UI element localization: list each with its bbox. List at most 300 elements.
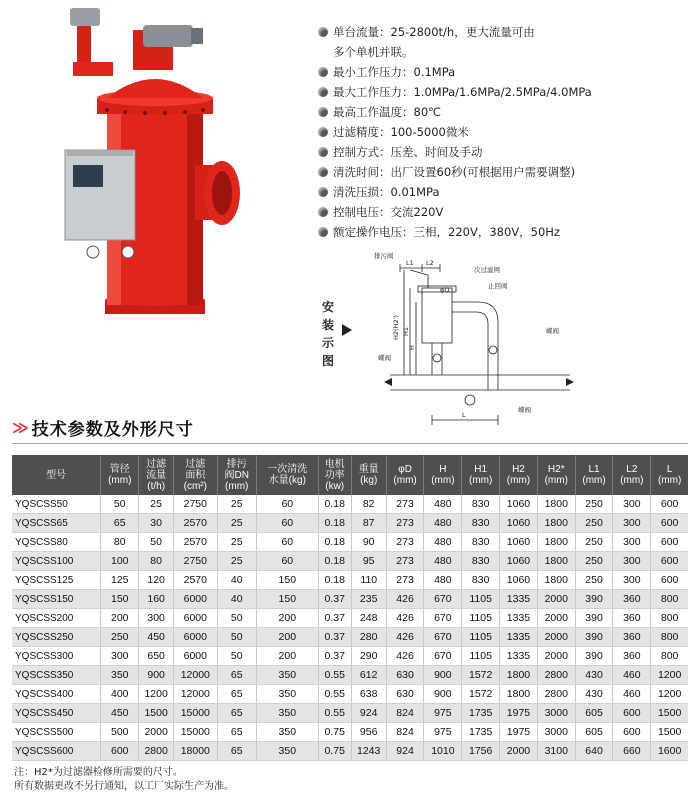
model-cell: YQSCSS500	[12, 723, 101, 742]
table-cell: 273	[386, 571, 424, 590]
table-cell: 1060	[500, 552, 538, 571]
spec-text: 额定操作电压：三相，220V，380V，50Hz	[333, 225, 560, 239]
table-cell: 250	[575, 514, 613, 533]
table-cell: 830	[462, 514, 500, 533]
table-cell: 200	[256, 609, 318, 628]
spec-item	[318, 82, 688, 102]
column-header: 重量 (kg)	[351, 455, 386, 495]
column-header: 排污 阀DN (mm)	[217, 455, 256, 495]
spec-text: 过滤精度：100-5000微米	[333, 125, 469, 139]
column-header: L1 (mm)	[575, 455, 613, 495]
dim-phiD: φD	[440, 286, 450, 294]
spec-item	[318, 42, 688, 62]
table-cell: 290	[351, 647, 386, 666]
table-cell: 460	[613, 685, 651, 704]
model-cell: YQSCSS80	[12, 533, 101, 552]
table-cell: 360	[613, 590, 651, 609]
table-cell: 480	[424, 571, 462, 590]
table-cell: 18000	[174, 742, 217, 761]
table-cell: 1500	[651, 723, 688, 742]
table-cell: 1243	[351, 742, 386, 761]
table-cell: 0.37	[318, 628, 351, 647]
table-cell: 500	[101, 723, 139, 742]
arrow-right-icon	[340, 323, 354, 337]
table-cell: 1600	[651, 742, 688, 761]
spec-item	[318, 162, 688, 182]
table-cell: 50	[101, 495, 139, 514]
table-cell: 630	[386, 685, 424, 704]
table-cell: 2800	[537, 666, 575, 685]
table-cell: 426	[386, 647, 424, 666]
model-cell: YQSCSS450	[12, 704, 101, 723]
table-cell: 650	[139, 647, 174, 666]
table-cell: 200	[101, 609, 139, 628]
table-cell: 480	[424, 533, 462, 552]
table-cell: 350	[256, 723, 318, 742]
table-cell: 2570	[174, 514, 217, 533]
table-cell: 390	[575, 628, 613, 647]
table-cell: 160	[139, 590, 174, 609]
column-header: 过滤 面积 (cm²)	[174, 455, 217, 495]
table-cell: 40	[217, 590, 256, 609]
column-header: L2 (mm)	[613, 455, 651, 495]
table-cell: 150	[256, 571, 318, 590]
table-cell: 300	[139, 609, 174, 628]
table-cell: 800	[651, 647, 688, 666]
table-cell: 150	[256, 590, 318, 609]
install-diagram-label	[318, 298, 338, 370]
table-cell: 300	[613, 495, 651, 514]
title-divider	[12, 443, 688, 444]
spec-item	[318, 62, 688, 82]
table-cell: 25	[217, 533, 256, 552]
table-cell: 360	[613, 628, 651, 647]
table-cell: 50	[217, 628, 256, 647]
table-cell: 50	[217, 609, 256, 628]
table-cell: 6000	[174, 590, 217, 609]
table-cell: 65	[217, 666, 256, 685]
table-cell: 800	[651, 590, 688, 609]
table-cell: 235	[351, 590, 386, 609]
table-cell: 100	[101, 552, 139, 571]
table-cell: 360	[613, 609, 651, 628]
bullet-icon	[318, 167, 328, 177]
table-cell: 605	[575, 704, 613, 723]
table-cell: 390	[575, 590, 613, 609]
table-cell: 360	[613, 647, 651, 666]
table-cell: 1975	[500, 723, 538, 742]
table-row	[12, 514, 688, 533]
column-header: 一次清洗 水量(kg)	[256, 455, 318, 495]
table-cell: 350	[101, 666, 139, 685]
table-cell: 2000	[139, 723, 174, 742]
table-cell: 430	[575, 685, 613, 704]
table-cell: 0.37	[318, 590, 351, 609]
filter-product-illustration	[55, 0, 240, 350]
table-cell: 15000	[174, 723, 217, 742]
table-cell: 2750	[174, 495, 217, 514]
table-cell: 125	[101, 571, 139, 590]
label-butterfly-valve-1: 蝶阀	[546, 327, 559, 335]
column-header: 管径 (mm)	[101, 455, 139, 495]
table-cell: 0.55	[318, 704, 351, 723]
table-cell: 65	[217, 742, 256, 761]
table-cell: 1060	[500, 514, 538, 533]
table-cell: 150	[101, 590, 139, 609]
table-row	[12, 723, 688, 742]
table-cell: 605	[575, 723, 613, 742]
table-row	[12, 533, 688, 552]
table-cell: 12000	[174, 666, 217, 685]
bullet-icon	[318, 107, 328, 117]
label-drain-valve: 排污阀	[374, 252, 394, 260]
model-cell: YQSCSS150	[12, 590, 101, 609]
table-row	[12, 647, 688, 666]
table-cell: 480	[424, 514, 462, 533]
table-cell: 900	[139, 666, 174, 685]
table-cell: 60	[256, 495, 318, 514]
table-cell: 2800	[139, 742, 174, 761]
table-cell: 830	[462, 571, 500, 590]
dim-L2: L2	[426, 259, 434, 267]
dim-H2: H2(H2')	[392, 315, 400, 340]
bullet-icon	[318, 207, 328, 217]
spec-text: 多个单机并联。	[333, 45, 414, 59]
table-cell: 2000	[537, 647, 575, 666]
table-row	[12, 742, 688, 761]
notes	[14, 766, 234, 794]
column-header: 过滤 流量 (t/h)	[139, 455, 174, 495]
table-cell: 60	[256, 533, 318, 552]
bullet-icon	[318, 147, 328, 157]
table-cell: 450	[101, 704, 139, 723]
column-header: H (mm)	[424, 455, 462, 495]
table-cell: 670	[424, 609, 462, 628]
table-cell: 670	[424, 647, 462, 666]
table-cell: 1105	[462, 609, 500, 628]
table-cell: 200	[256, 628, 318, 647]
table-cell: 1735	[462, 723, 500, 742]
table-header-row	[12, 455, 688, 495]
dim-H1: H1	[402, 326, 410, 336]
spec-list	[318, 22, 688, 242]
table-cell: 800	[651, 628, 688, 647]
table-cell: 1335	[500, 590, 538, 609]
table-cell: 273	[386, 514, 424, 533]
table-cell: 830	[462, 533, 500, 552]
table-cell: 1060	[500, 495, 538, 514]
bullet-icon	[318, 127, 328, 137]
dim-L1: L1	[406, 259, 414, 267]
table-cell: 25	[217, 495, 256, 514]
note-line: 所有数据更改不另行通知，以工厂实际生产为准。	[14, 781, 234, 792]
spec-text: 清洗时间：出厂设置60秒(可根据用户需要调整)	[333, 165, 576, 179]
note-line: 注：H2*为过滤器检修所需要的尺寸。	[14, 767, 183, 778]
table-cell: 480	[424, 552, 462, 571]
table-cell: 80	[101, 533, 139, 552]
dim-H: H	[408, 345, 416, 350]
column-header: φD (mm)	[386, 455, 424, 495]
section-title	[12, 414, 194, 440]
table-cell: 12000	[174, 685, 217, 704]
table-cell: 800	[651, 609, 688, 628]
table-cell: 900	[424, 685, 462, 704]
label-char: 安	[321, 300, 334, 314]
table-cell: 2000	[537, 628, 575, 647]
table-cell: 350	[256, 742, 318, 761]
table-cell: 1500	[651, 704, 688, 723]
table-cell: 640	[575, 742, 613, 761]
table-cell: 40	[217, 571, 256, 590]
table-cell: 426	[386, 628, 424, 647]
table-body	[12, 495, 688, 761]
label-char: 装	[321, 318, 334, 332]
table-cell: 600	[651, 552, 688, 571]
table-cell: 90	[351, 533, 386, 552]
model-cell: YQSCSS125	[12, 571, 101, 590]
table-cell: 1756	[462, 742, 500, 761]
spec-item	[318, 142, 688, 162]
table-cell: 0.75	[318, 723, 351, 742]
table-cell: 0.37	[318, 609, 351, 628]
table-cell: 1335	[500, 647, 538, 666]
table-cell: 250	[575, 495, 613, 514]
label-check-valve: 止回阀	[488, 282, 508, 290]
table-cell: 250	[575, 571, 613, 590]
table-cell: 600	[613, 723, 651, 742]
table-cell: 630	[386, 666, 424, 685]
table-cell: 1572	[462, 685, 500, 704]
model-cell: YQSCSS65	[12, 514, 101, 533]
table-cell: 87	[351, 514, 386, 533]
table-row	[12, 571, 688, 590]
table-cell: 830	[462, 495, 500, 514]
spec-text: 控制电压：交流220V	[333, 205, 444, 219]
table-cell: 824	[386, 723, 424, 742]
table-cell: 956	[351, 723, 386, 742]
column-header: H2* (mm)	[537, 455, 575, 495]
spec-text: 控制方式：压差、时间及手动	[333, 145, 483, 159]
table-cell: 0.18	[318, 514, 351, 533]
table-cell: 80	[139, 552, 174, 571]
spec-item	[318, 22, 688, 42]
label-secondary-filter: 次过滤网	[474, 266, 500, 274]
table-cell: 1105	[462, 647, 500, 666]
table-row	[12, 609, 688, 628]
table-cell: 2000	[537, 590, 575, 609]
table-cell: 975	[424, 704, 462, 723]
table-cell: 250	[575, 533, 613, 552]
table-cell: 0.18	[318, 552, 351, 571]
table-cell: 600	[651, 514, 688, 533]
table-cell: 830	[462, 552, 500, 571]
label-char: 示	[321, 336, 334, 350]
column-header: 电机 功率 (kw)	[318, 455, 351, 495]
table-row	[12, 685, 688, 704]
table-cell: 390	[575, 609, 613, 628]
table-cell: 460	[613, 666, 651, 685]
table-cell: 670	[424, 628, 462, 647]
table-cell: 6000	[174, 609, 217, 628]
table-cell: 600	[651, 533, 688, 552]
table-cell: 6000	[174, 628, 217, 647]
table-cell: 65	[217, 685, 256, 704]
bullet-icon	[318, 187, 328, 197]
table-cell: 65	[101, 514, 139, 533]
table-cell: 120	[139, 571, 174, 590]
model-cell: YQSCSS200	[12, 609, 101, 628]
table-cell: 3000	[537, 723, 575, 742]
table-cell: 25	[217, 514, 256, 533]
table-cell: 924	[351, 704, 386, 723]
table-cell: 110	[351, 571, 386, 590]
table-cell: 2570	[174, 533, 217, 552]
label-butterfly-valve-2: 蝶阀	[378, 354, 391, 362]
table-cell: 1800	[537, 514, 575, 533]
table-cell: 82	[351, 495, 386, 514]
table-cell: 300	[613, 533, 651, 552]
model-cell: YQSCSS50	[12, 495, 101, 514]
table-cell: 25	[139, 495, 174, 514]
table-cell: 400	[101, 685, 139, 704]
table-row	[12, 590, 688, 609]
spec-table	[12, 455, 688, 761]
bullet-icon	[318, 227, 328, 237]
table-cell: 250	[575, 552, 613, 571]
column-header: 型号	[12, 455, 101, 495]
table-cell: 30	[139, 514, 174, 533]
model-cell: YQSCSS300	[12, 647, 101, 666]
spec-text: 最高工作温度：80℃	[333, 105, 442, 119]
table-cell: 3000	[537, 704, 575, 723]
table-row	[12, 704, 688, 723]
table-cell: 60	[256, 514, 318, 533]
table-cell: 1800	[537, 552, 575, 571]
table-cell: 430	[575, 666, 613, 685]
table-cell: 200	[256, 647, 318, 666]
table-cell: 273	[386, 533, 424, 552]
table-cell: 280	[351, 628, 386, 647]
table-cell: 600	[651, 571, 688, 590]
column-header: L (mm)	[651, 455, 688, 495]
bullet-icon	[318, 27, 328, 37]
chevron-right-icon: ≫	[12, 417, 29, 437]
table-cell: 300	[101, 647, 139, 666]
model-cell: YQSCSS600	[12, 742, 101, 761]
table-cell: 300	[613, 514, 651, 533]
spec-text: 最小工作压力：0.1MPa	[333, 65, 456, 79]
table-cell: 0.18	[318, 571, 351, 590]
table-cell: 0.75	[318, 742, 351, 761]
table-cell: 50	[217, 647, 256, 666]
table-cell: 65	[217, 704, 256, 723]
table-cell: 50	[139, 533, 174, 552]
table-cell: 1200	[651, 666, 688, 685]
label-char: 图	[321, 354, 334, 368]
table-cell: 975	[424, 723, 462, 742]
table-cell: 350	[256, 666, 318, 685]
bullet-icon	[318, 67, 328, 77]
table-cell: 0.55	[318, 685, 351, 704]
table-cell: 670	[424, 590, 462, 609]
installation-diagram	[370, 240, 590, 435]
table-cell: 250	[101, 628, 139, 647]
column-header: H2 (mm)	[500, 455, 538, 495]
table-cell: 2000	[500, 742, 538, 761]
spec-text: 单台流量：25-2800t/h，更大流量可由	[333, 25, 535, 39]
table-cell: 2750	[174, 552, 217, 571]
table-cell: 0.37	[318, 647, 351, 666]
table-cell: 1572	[462, 666, 500, 685]
table-cell: 1200	[651, 685, 688, 704]
table-cell: 426	[386, 590, 424, 609]
table-cell: 2000	[537, 609, 575, 628]
table-cell: 1735	[462, 704, 500, 723]
table-cell: 2800	[537, 685, 575, 704]
dim-L: L	[462, 411, 466, 419]
section-title-text: 技术参数及外形尺寸	[31, 419, 194, 440]
table-cell: 390	[575, 647, 613, 666]
table-cell: 660	[613, 742, 651, 761]
table-cell: 1105	[462, 590, 500, 609]
table-cell: 1500	[139, 704, 174, 723]
table-cell: 3100	[537, 742, 575, 761]
table-cell: 1800	[537, 533, 575, 552]
table-cell: 248	[351, 609, 386, 628]
table-cell: 1200	[139, 685, 174, 704]
table-cell: 1800	[537, 571, 575, 590]
table-cell: 924	[386, 742, 424, 761]
table-cell: 300	[613, 552, 651, 571]
table-cell: 1800	[500, 666, 538, 685]
table-cell: 600	[101, 742, 139, 761]
spec-item	[318, 202, 688, 222]
table-cell: 900	[424, 666, 462, 685]
table-cell: 1335	[500, 628, 538, 647]
spec-item	[318, 102, 688, 122]
table-cell: 0.18	[318, 495, 351, 514]
table-cell: 0.18	[318, 533, 351, 552]
label-butterfly-valve-3: 蝶阀	[518, 406, 531, 414]
spec-item	[318, 182, 688, 202]
spec-item	[318, 222, 688, 242]
bullet-icon	[318, 87, 328, 97]
table-cell: 350	[256, 685, 318, 704]
table-cell: 1060	[500, 571, 538, 590]
table-cell: 824	[386, 704, 424, 723]
table-cell: 300	[613, 571, 651, 590]
table-cell: 612	[351, 666, 386, 685]
table-cell: 65	[217, 723, 256, 742]
table-cell: 25	[217, 552, 256, 571]
table-cell: 273	[386, 495, 424, 514]
table-cell: 60	[256, 552, 318, 571]
table-cell: 1010	[424, 742, 462, 761]
table-cell: 95	[351, 552, 386, 571]
model-cell: YQSCSS350	[12, 666, 101, 685]
table-cell: 1975	[500, 704, 538, 723]
model-cell: YQSCSS100	[12, 552, 101, 571]
spec-text: 清洗压损：0.01MPa	[333, 185, 440, 199]
table-cell: 450	[139, 628, 174, 647]
table-cell: 426	[386, 609, 424, 628]
table-cell: 6000	[174, 647, 217, 666]
table-cell: 273	[386, 552, 424, 571]
table-cell: 1800	[537, 495, 575, 514]
model-cell: YQSCSS400	[12, 685, 101, 704]
table-cell: 1060	[500, 533, 538, 552]
table-cell: 638	[351, 685, 386, 704]
